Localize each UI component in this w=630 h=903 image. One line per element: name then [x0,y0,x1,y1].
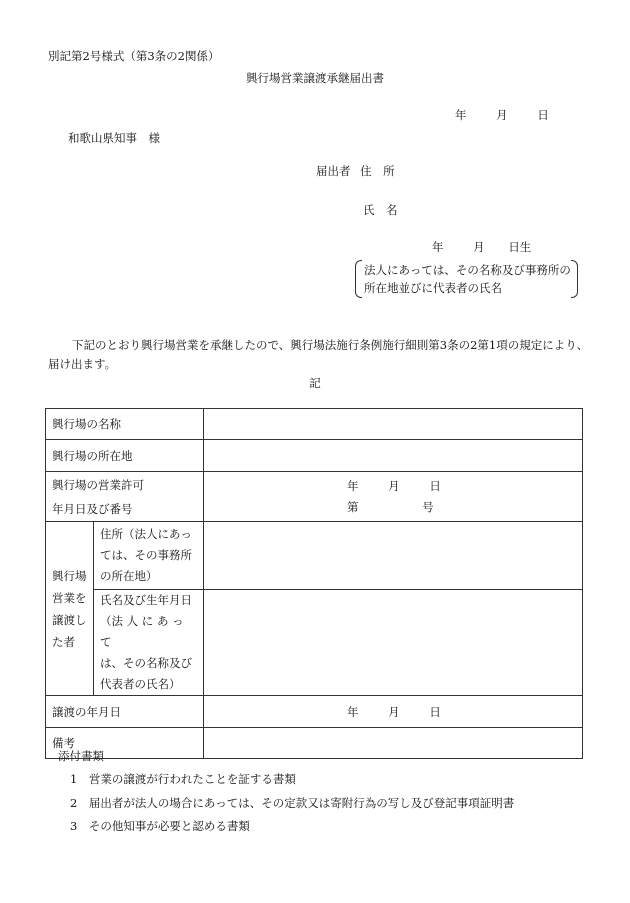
applicant-address [316,163,395,179]
addr-l1: 住所（法人にあっ [100,527,192,541]
row-name [46,409,583,440]
transferor-l2: 営業を [52,590,87,605]
remarks-value[interactable] [204,728,583,759]
year-label: 年 [455,108,467,122]
transferor-l1: 興行場 [52,568,87,583]
location-label-cell: 興行場の所在地 [46,440,204,472]
nm-l4: 代表者の氏名） [100,677,181,691]
row-transfer-date [46,696,583,728]
permit-label1: 興行場の営業許可 [52,477,144,492]
row-transferor-name [46,590,583,696]
birth-date [432,239,531,255]
dob-year: 年 [432,240,444,254]
permit-label-cell [46,472,204,522]
td-year: 年 [347,705,359,719]
corporate-note [355,260,578,296]
permit-value-cell[interactable] [204,472,583,522]
address-label: 住 所 [360,164,395,178]
permit-day: 日 [429,479,441,493]
addr-l3: の所在地） [100,569,158,583]
permit-date [347,478,441,494]
td-day: 日 [429,705,441,719]
body-line2: 届け出ます。 [48,357,117,371]
transfer-date [347,704,441,720]
transferor-name-label [94,590,204,696]
attachment-item: 1 営業の譲渡が行われたことを証する書類 [70,772,296,786]
attachment-item: 3 その他知事が必要と認める書類 [70,819,250,833]
form-id: 別記第2号様式（第3条の2関係） [48,49,220,63]
name-value-cell[interactable] [204,409,583,440]
ki-mark: 記 [309,376,321,390]
transferor-name-value[interactable] [204,590,583,696]
attachments-heading: 添付書類 [58,749,104,763]
transfer-date-value[interactable] [204,696,583,728]
day-label: 日 [537,108,549,122]
transferor-label-cell [46,522,94,696]
permit-no-suffix: 号 [422,500,434,514]
transfer-date-label: 譲渡の年月日 [46,696,204,728]
transferor-address-value[interactable] [204,522,583,590]
submission-date [455,107,549,123]
addressee: 和歌山県知事 様 [68,131,160,145]
attachment-item: 2 届出者が法人の場合にあっては、その定款又は寄附行為の写し及び登記事項証明書 [70,796,515,810]
transferor-l3: 譲渡し [52,612,87,627]
transferor-l4: た者 [52,634,75,649]
transferor-address-label [94,522,204,590]
location-value-cell[interactable] [204,440,583,472]
form-title: 興行場営業譲渡承継届出書 [246,71,384,85]
name-label-cell: 興行場の名称 [46,409,204,440]
note-line1: 法人にあっては、その名称及び事務所の [364,263,571,277]
row-transferor-address [46,522,583,590]
month-label: 月 [496,108,508,122]
permit-number [347,499,434,515]
applicant-label: 届出者 [316,164,351,178]
row-location [46,440,583,472]
dob-day: 日生 [508,240,532,254]
permit-no-prefix: 第 [347,500,359,514]
nm-l1: 氏名及び生年月日 [100,593,192,607]
nm-l2: （法 人 に あ っ て [100,614,184,649]
permit-year: 年 [347,479,359,493]
row-permit [46,472,583,522]
permit-label2: 年月日及び番号 [52,501,133,516]
name-label: 氏 名 [363,203,398,217]
dob-month: 月 [473,240,485,254]
remarks-label: 備考 [46,728,204,759]
addr-l2: ては、その事務所 [100,548,192,562]
nm-l3: は、その名称及び [100,656,192,670]
body-line1: 下記のとおり興行場営業を承継したので、興行場法施行条例施行細則第3条の2第1項の規定により、 [72,338,589,352]
right-paren [571,260,578,298]
row-remarks [46,728,583,759]
notification-table [45,408,583,759]
permit-month: 月 [388,479,400,493]
left-paren [355,260,362,298]
td-month: 月 [388,705,400,719]
note-line2: 所在地並びに代表者の氏名 [364,281,502,295]
